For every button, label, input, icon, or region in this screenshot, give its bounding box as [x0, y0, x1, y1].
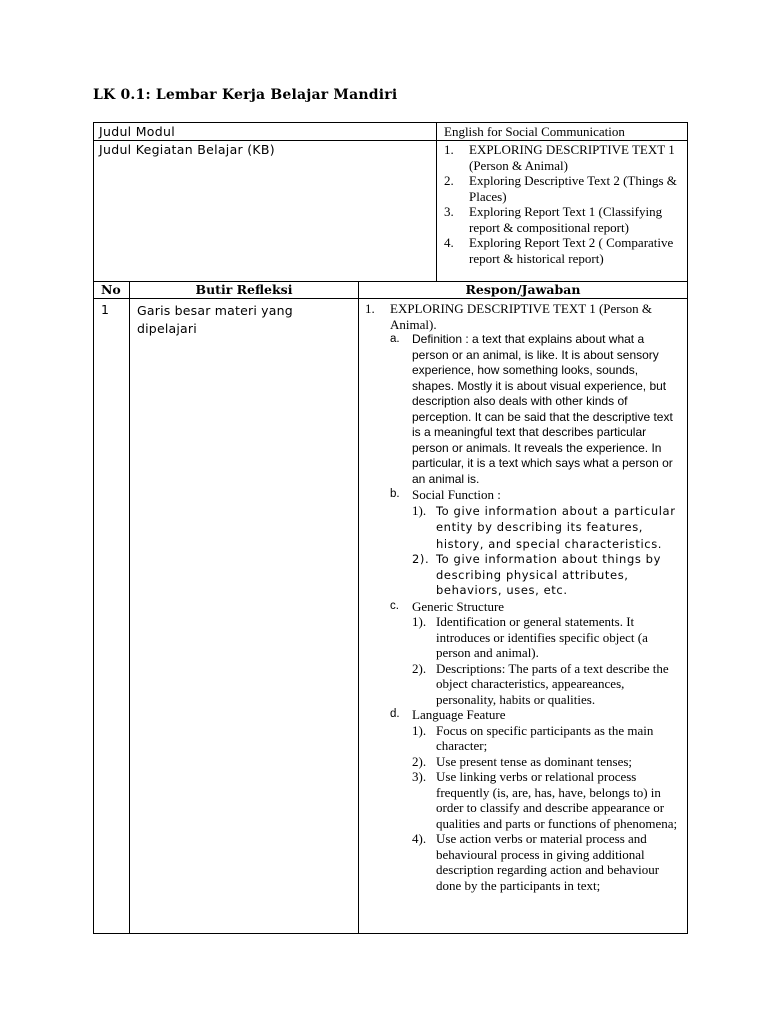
kb-item-text: Exploring Descriptive Text 2 (Things & Places) — [469, 173, 677, 204]
definition-text: Definition : a text that explains about what a person or an animal, is like. It is about sensory experience, how something looks, sounds, shapes. Mostly it is about visual experience, but description also deals with other kinds of perception. It can be said that the descriptive text is a meaningful text that describes particular person or animals. It reveals the experience. In particular, it is a text which says what a person or an animal is. — [412, 332, 673, 486]
reflection-table — [93, 281, 688, 934]
kb-value — [437, 141, 688, 282]
kb-item — [444, 173, 683, 204]
section-definition — [365, 332, 683, 487]
response-cell — [359, 299, 688, 934]
list-item-text: Use action verbs or material process and behavioural process in giving additional description regarding action and behaviour done by the participants in text; — [436, 831, 660, 893]
section-marker: a. — [390, 333, 400, 345]
kb-item-number: 3. — [444, 204, 454, 219]
list-item-number: 4). — [412, 831, 427, 846]
page-title: LK 0.1: Lembar Kerja Belajar Mandiri — [93, 87, 398, 103]
response-title-text: EXPLORING DESCRIPTIVE TEXT 1 (Person & Animal). — [390, 301, 653, 332]
list-item — [365, 723, 683, 754]
list-item — [365, 552, 683, 599]
row-number: 1 — [94, 299, 130, 934]
response-title — [365, 301, 683, 332]
list-item-text: Focus on specific participants as the main character; — [436, 722, 654, 753]
list-item-number: 2). — [412, 660, 427, 676]
kb-item-text: Exploring Report Text 2 ( Comparative report & historical report) — [469, 235, 674, 266]
kb-list — [444, 142, 683, 266]
list-item-text: Descriptions: The parts of a text describe the object characteristics, appeareances, personality, habits or qualities. — [436, 660, 669, 707]
list-item-text: To give information about a particular entity by describing its features, history, and special characteristics. — [436, 503, 676, 551]
kb-item-text: EXPLORING DESCRIPTIVE TEXT 1 (Person & Animal) — [469, 142, 675, 173]
list-item-text: Use present tense as dominant tenses; — [436, 753, 633, 769]
section-marker: b. — [390, 488, 400, 500]
list-item — [365, 769, 683, 831]
module-info-table — [93, 122, 688, 282]
section-marker: d. — [390, 708, 400, 720]
list-item — [365, 503, 683, 553]
list-item — [365, 614, 683, 661]
list-item — [365, 661, 683, 708]
response-title-number: 1. — [365, 301, 375, 316]
list-item-number: 1). — [412, 502, 427, 518]
kb-item — [444, 204, 683, 235]
kb-item — [444, 142, 683, 173]
list-item-number: 1). — [412, 614, 427, 629]
table-row — [94, 299, 688, 934]
header-no: No — [94, 282, 130, 299]
table-header-row — [94, 282, 688, 299]
list-item-text: Use linking verbs or relational process frequently (is, are, has, have, belongs to) in order to classify and describe appearance or qualities and parts or functions of phenomena; — [436, 769, 678, 831]
module-value: English for Social Communication — [437, 123, 688, 141]
section-language-feature — [365, 707, 683, 723]
kb-row — [94, 141, 688, 282]
butir-cell: Garis besar materi yang dipelajari — [130, 299, 359, 934]
section-title: Generic Structure — [412, 598, 505, 614]
module-label: Judul Modul — [94, 123, 437, 141]
kb-item-number: 1. — [444, 142, 454, 157]
list-item-number: 1). — [412, 722, 427, 738]
list-item-number: 2). — [412, 552, 430, 566]
section-marker: c. — [390, 599, 399, 612]
list-item-text: Identification or general statements. It introduces or identifies specific object (a person and animal). — [436, 614, 648, 660]
kb-label: Judul Kegiatan Belajar (KB) — [94, 141, 437, 282]
section-title: Language Feature — [412, 707, 506, 722]
kb-item-text: Exploring Report Text 1 (Classifying report & compositional report) — [469, 204, 663, 235]
list-item — [365, 831, 683, 893]
module-row — [94, 123, 688, 141]
section-title: Social Function : — [412, 487, 501, 502]
section-social-function — [365, 487, 683, 503]
list-item-text: To give information about things by describing physical attributes, behaviors, uses, etc. — [436, 552, 661, 597]
kb-item — [444, 235, 683, 266]
list-item-number: 3). — [412, 769, 427, 784]
header-butir: Butir Refleksi — [130, 282, 359, 299]
kb-item-number: 4. — [444, 235, 454, 250]
header-respon: Respon/Jawaban — [359, 282, 688, 299]
list-item-number: 2). — [412, 753, 427, 769]
list-item — [365, 754, 683, 770]
section-generic-structure — [365, 599, 683, 615]
kb-item-number: 2. — [444, 173, 454, 188]
